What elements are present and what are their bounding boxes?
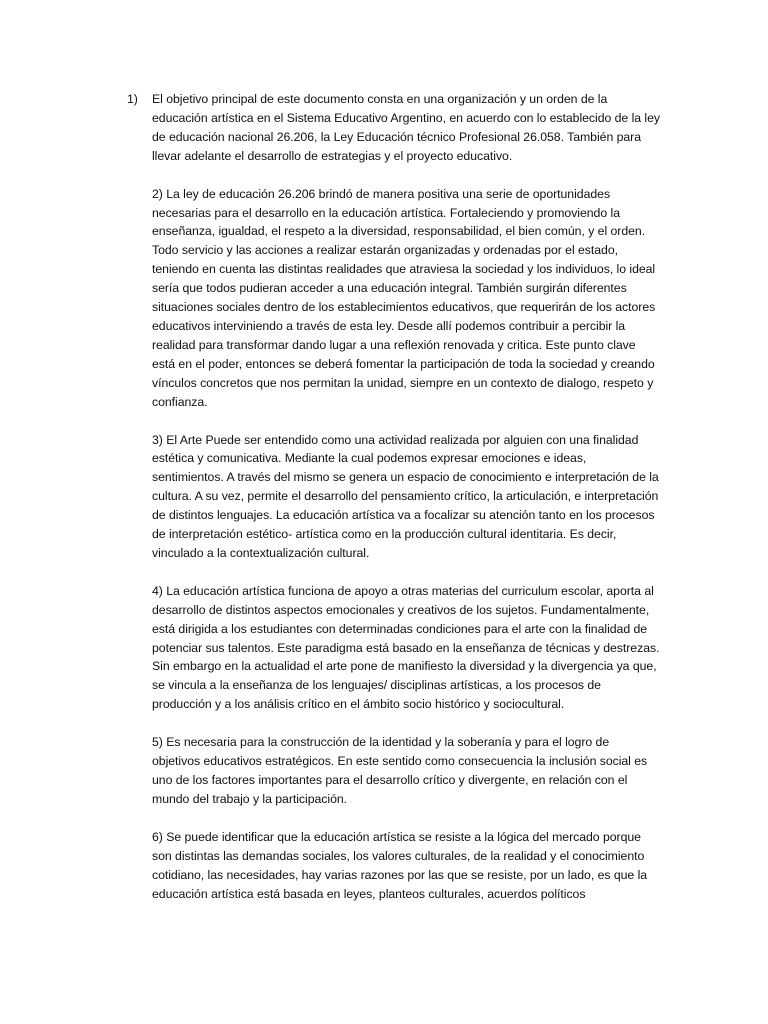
paragraph-5: 5) Es necesaria para la construcción de la identidad y la soberanía y para el logro de objetivos educativos estratégicos. En este sentido como consecuencia la inclusión social es uno de los factores importantes para el desarrollo crítico y divergente, en relación con el mundo del trabajo y la participación. xyxy=(152,735,648,806)
paragraph-4: 4) La educación artística funciona de apoyo a otras materias del curriculum escolar, aporta al desarrollo de distintos aspectos emocionales y creativos de los sujetos. Fundamentalmente, está dirigida a los estudiantes con determinadas condiciones para el arte con la finalidad de potenciar sus talentos. Este paradigma está basado en la enseñanza de técnicas y destrezas. Sin embargo en la actualidad el arte pone de manifiesto la diversidad y la divergencia ya que, se vincula a la enseñanza de los lenguajes/ disciplinas artísticas, a los procesos de producción y a los análisis crítico en el ámbito socio histórico y sociocultural. xyxy=(152,583,660,712)
paragraph-text: El objetivo principal de este documento consta en una organización y un orden de la educación artística en el Sistema Educativo Argentino, en acuerdo con lo establecido de la ley de educación nacional 26.206, la Ley Educación técnico Profesional 26.058. También para llevar adelante el desarrollo de estrategias y el proyecto educativo. xyxy=(152,92,660,163)
paragraph-1 xyxy=(127,90,660,166)
paragraph-3: 3) El Arte Puede ser entendido como una actividad realizada por alguien con una finalidad estética y comunicativa. Mediante la cual podemos expresar emociones e ideas, sentimientos. A través del mismo se genera un espacio de conocimiento e interpretación de la cultura. A su vez, permite el desarrollo del pensamiento crítico, la articulación, e interpretación de distintos lenguajes. La educación artística va a focalizar su atención tanto en los procesos de interpretación estético- artística como en la producción cultural identitaria. Es decir, vinculado a la contextualización cultural. xyxy=(152,432,659,560)
paragraph-6: 6) Se puede identificar que la educación artística se resiste a la lógica del mercado porque son distintas las demandas sociales, los valores culturales, de la realidad y el conocimiento cotidiano, las necesidades, hay varias razones por las que se resiste, por un lado, es que la educación artística está basada en leyes, planteos culturales, acuerdos políticos xyxy=(152,829,648,901)
paragraph-2: 2) La ley de educación 26.206 brindó de manera positiva una serie de oportunidades necesarias para el desarrollo en la educación artística. Fortaleciendo y promoviendo la enseñanza, igualdad, el respeto a la diversidad, responsabilidad, el bien común, y el orden. Todo servicio y las acciones a realizar estarán organizadas y ordenadas por el estado, teniendo en cuenta las distintas realidades que atraviesa la sociedad y los individuos, lo ideal sería que todos pudieran acceder a una educación integral. También surgirán diferentes situaciones sociales dentro de los establecimientos educativos, que requerirán de los actores educativos interviniendo a través de esta ley. Desde allí podemos contribuir a percibir la realidad para transformar dando lugar a una reflexión renovada y critica. Este punto clave está en el poder, entonces se deberá fomentar la participación de toda la sociedad y creando vínculos concretos que nos permitan la unidad, siempre en un contexto de dialogo, respeto y confianza. xyxy=(152,186,656,409)
list-marker: 1) xyxy=(127,92,138,106)
